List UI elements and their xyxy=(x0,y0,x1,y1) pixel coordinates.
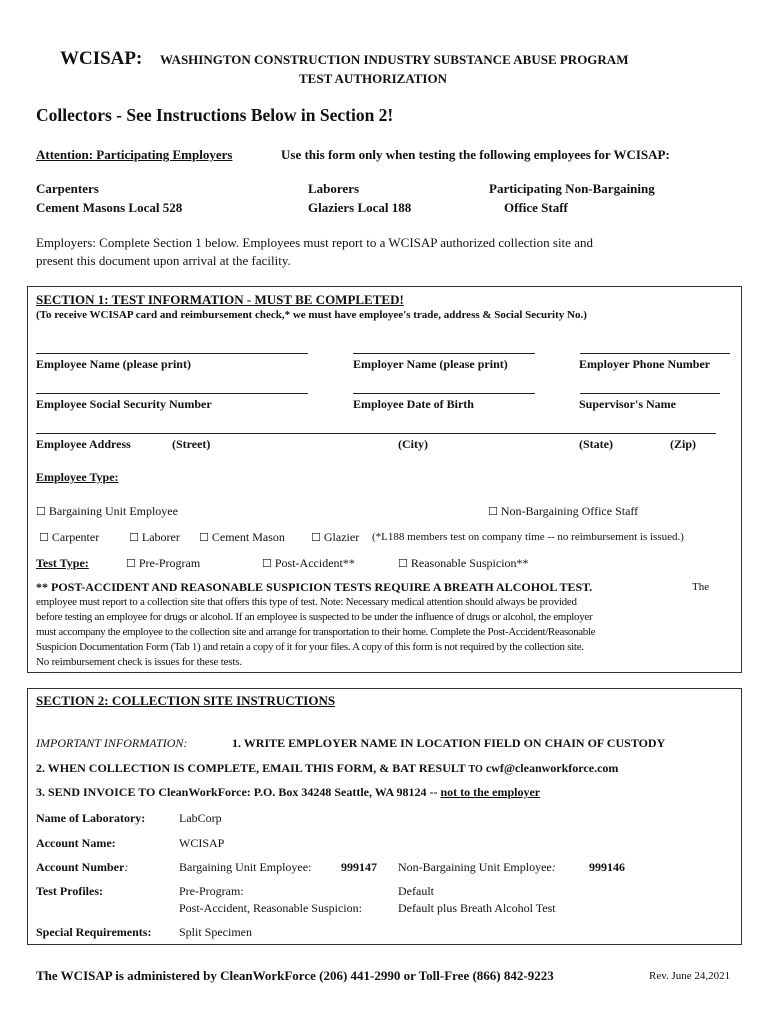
employee-name-line[interactable] xyxy=(36,353,308,354)
supervisor-line[interactable] xyxy=(580,393,720,394)
trade-non-bargaining: Participating Non-Bargaining xyxy=(489,181,655,196)
warning-line-1: employee must report to a collection site that offers this type of test. Note: Necessary medical attention should always be provided xyxy=(36,596,577,608)
form-subtitle: TEST AUTHORIZATION xyxy=(299,71,447,86)
post-accident-option[interactable] xyxy=(262,556,355,571)
footer-admin: The WCISAP is administered by CleanWorkForce (206) 441-2990 or Toll-Free (866) 842-9223 xyxy=(36,968,554,983)
address-line[interactable] xyxy=(36,433,716,434)
cement-mason-label: Cement Mason xyxy=(211,530,285,544)
post-accident-profile-value: Default plus Breath Alcohol Test xyxy=(398,901,556,915)
reasonable-suspicion-option[interactable] xyxy=(398,556,529,571)
test-profiles-label: Test Profiles: xyxy=(36,884,103,898)
employer-phone-label: Employer Phone Number xyxy=(579,357,711,371)
non-bargaining-account-wrap xyxy=(398,860,556,875)
employee-type-label: Employee Type: xyxy=(36,470,119,484)
bargaining-account-label: Bargaining Unit Employee: xyxy=(179,860,312,874)
revision-date: Rev. June 24,2021 xyxy=(649,970,731,982)
bargaining-unit-checkbox[interactable]: ☐ xyxy=(36,505,46,518)
city-label: (City) xyxy=(398,437,428,451)
account-name-value: WCISAP xyxy=(179,836,225,850)
trade-office-staff: Office Staff xyxy=(504,200,568,215)
non-bargaining-account-colon: : xyxy=(551,860,556,874)
employer-name-label: Employer Name (please print) xyxy=(353,357,508,371)
carpenter-label: Carpenter xyxy=(51,530,100,544)
supervisor-label: Supervisor's Name xyxy=(579,397,676,411)
cement-mason-checkbox[interactable]: ☐ xyxy=(199,531,209,544)
instruction-3 xyxy=(36,785,540,800)
non-bargaining-checkbox[interactable]: ☐ xyxy=(488,505,498,518)
form-acronym: WCISAP: xyxy=(60,48,143,69)
bargaining-account-number: 999147 xyxy=(341,860,377,874)
warning-line-2: before testing an employee for drugs or alcohol. If an employee is suspected to be under the influence of drugs or alcohol, the employer xyxy=(36,611,593,623)
program-name: WASHINGTON CONSTRUCTION INDUSTRY SUBSTANCE ABUSE PROGRAM xyxy=(160,52,629,67)
pre-program-label: Pre-Program xyxy=(138,556,201,570)
employee-name-label: Employee Name (please print) xyxy=(36,357,191,371)
zip-label: (Zip) xyxy=(670,437,697,451)
reasonable-suspicion-checkbox[interactable]: ☐ xyxy=(398,557,408,570)
dob-label: Employee Date of Birth xyxy=(353,397,474,411)
trade-glaziers: Glaziers Local 188 xyxy=(308,200,412,215)
trade-cement-masons: Cement Masons Local 528 xyxy=(36,200,183,215)
laborer-option[interactable] xyxy=(129,530,180,545)
glazier-checkbox[interactable]: ☐ xyxy=(311,531,321,544)
trade-laborers: Laborers xyxy=(308,181,360,196)
warning-line-4: Suspicion Documentation Form (Tab 1) and retain a copy of it for your files. A copy of this form is not required by the collection site. xyxy=(36,641,584,653)
pre-program-profile-label: Pre-Program: xyxy=(179,884,244,898)
warning-line-5: No reimbursement check is issues for these tests. xyxy=(36,656,242,668)
cwf-email-link[interactable]: cwf@cleanworkforce.com xyxy=(485,761,619,775)
post-accident-checkbox[interactable]: ☐ xyxy=(262,557,272,570)
non-bargaining-account-label: Non-Bargaining Unit Employee xyxy=(398,860,552,874)
instruction-3-emphasis: not to the employer xyxy=(440,785,541,799)
instruction-2-to: TO xyxy=(468,764,483,775)
non-bargaining-account-number: 999146 xyxy=(589,860,625,874)
bargaining-unit-option[interactable] xyxy=(36,504,178,519)
pre-program-profile-value: Default xyxy=(398,884,434,898)
breath-alcohol-warning: ** POST-ACCIDENT AND REASONABLE SUSPICION TESTS REQUIRE A BREATH ALCOHOL TEST. xyxy=(36,580,593,594)
collectors-notice: Collectors - See Instructions Below in Section 2! xyxy=(36,105,394,125)
attention-text: Use this form only when testing the following employees for WCISAP: xyxy=(281,147,670,162)
instruction-2-text: 2. WHEN COLLECTION IS COMPLETE, EMAIL THIS FORM, & BAT RESULT xyxy=(36,761,466,775)
post-accident-profile-label: Post-Accident, Reasonable Suspicion: xyxy=(179,901,362,915)
address-label: Employee Address xyxy=(36,437,131,451)
street-label: (Street) xyxy=(172,437,211,451)
glazier-note: (*L188 members test on company time -- no reimbursement is issued.) xyxy=(372,531,684,543)
glazier-label: Glazier xyxy=(323,530,360,544)
post-accident-label: Post-Accident** xyxy=(274,556,355,570)
employer-name-line[interactable] xyxy=(353,353,535,354)
trade-carpenters: Carpenters xyxy=(36,181,99,196)
test-type-label: Test Type: xyxy=(36,556,89,570)
section1-subtitle: (To receive WCISAP card and reimbursement check,* we must have employee's trade, address & Social Security No.) xyxy=(36,309,587,321)
laborer-checkbox[interactable]: ☐ xyxy=(129,531,139,544)
instruction-1: 1. WRITE EMPLOYER NAME IN LOCATION FIELD ON CHAIN OF CUSTODY xyxy=(232,736,666,750)
account-number-label-wrap xyxy=(36,860,128,875)
dob-line[interactable] xyxy=(353,393,535,394)
warning-line-3: must accompany the employee to the collection site and arrange for transportation to their home. Complete the Post-Accident/Reasonable xyxy=(36,626,596,638)
ssn-line[interactable] xyxy=(36,393,308,394)
carpenter-option[interactable] xyxy=(39,530,99,545)
special-requirements-label: Special Requirements: xyxy=(36,925,152,939)
carpenter-checkbox[interactable]: ☐ xyxy=(39,531,49,544)
non-bargaining-label: Non-Bargaining Office Staff xyxy=(500,504,639,518)
employers-note-line2: present this document upon arrival at the facility. xyxy=(36,253,291,268)
warning-line-0: The xyxy=(692,581,710,593)
pre-program-checkbox[interactable]: ☐ xyxy=(126,557,136,570)
glazier-option[interactable] xyxy=(311,530,359,545)
attention-label: Attention: Participating Employers xyxy=(36,147,233,162)
ssn-label: Employee Social Security Number xyxy=(36,397,212,411)
lab-label: Name of Laboratory: xyxy=(36,811,146,825)
cement-mason-option[interactable] xyxy=(199,530,285,545)
important-label: IMPORTANT INFORMATION: xyxy=(36,736,188,750)
laborer-label: Laborer xyxy=(141,530,180,544)
section1-title: SECTION 1: TEST INFORMATION - MUST BE COMPLETED! xyxy=(36,292,404,307)
account-number-label: Account Number xyxy=(36,860,125,874)
state-label: (State) xyxy=(579,437,613,451)
instruction-3-text: 3. SEND INVOICE TO CleanWorkForce: P.O. Box 34248 Seattle, WA 98124 -- xyxy=(36,785,438,799)
account-name-label: Account Name: xyxy=(36,836,116,850)
section2-title: SECTION 2: COLLECTION SITE INSTRUCTIONS xyxy=(36,693,336,708)
instruction-2 xyxy=(36,761,618,776)
bargaining-unit-label: Bargaining Unit Employee xyxy=(48,504,178,518)
employers-note-line1: Employers: Complete Section 1 below. Employees must report to a WCISAP authorized collection site and xyxy=(36,235,593,250)
non-bargaining-option[interactable] xyxy=(488,504,638,519)
reasonable-suspicion-label: Reasonable Suspicion** xyxy=(410,556,529,570)
special-requirements-value: Split Specimen xyxy=(179,925,252,939)
pre-program-option[interactable] xyxy=(126,556,200,571)
lab-value: LabCorp xyxy=(179,811,222,825)
employer-phone-line[interactable] xyxy=(580,353,730,354)
account-number-colon: : xyxy=(124,860,129,874)
